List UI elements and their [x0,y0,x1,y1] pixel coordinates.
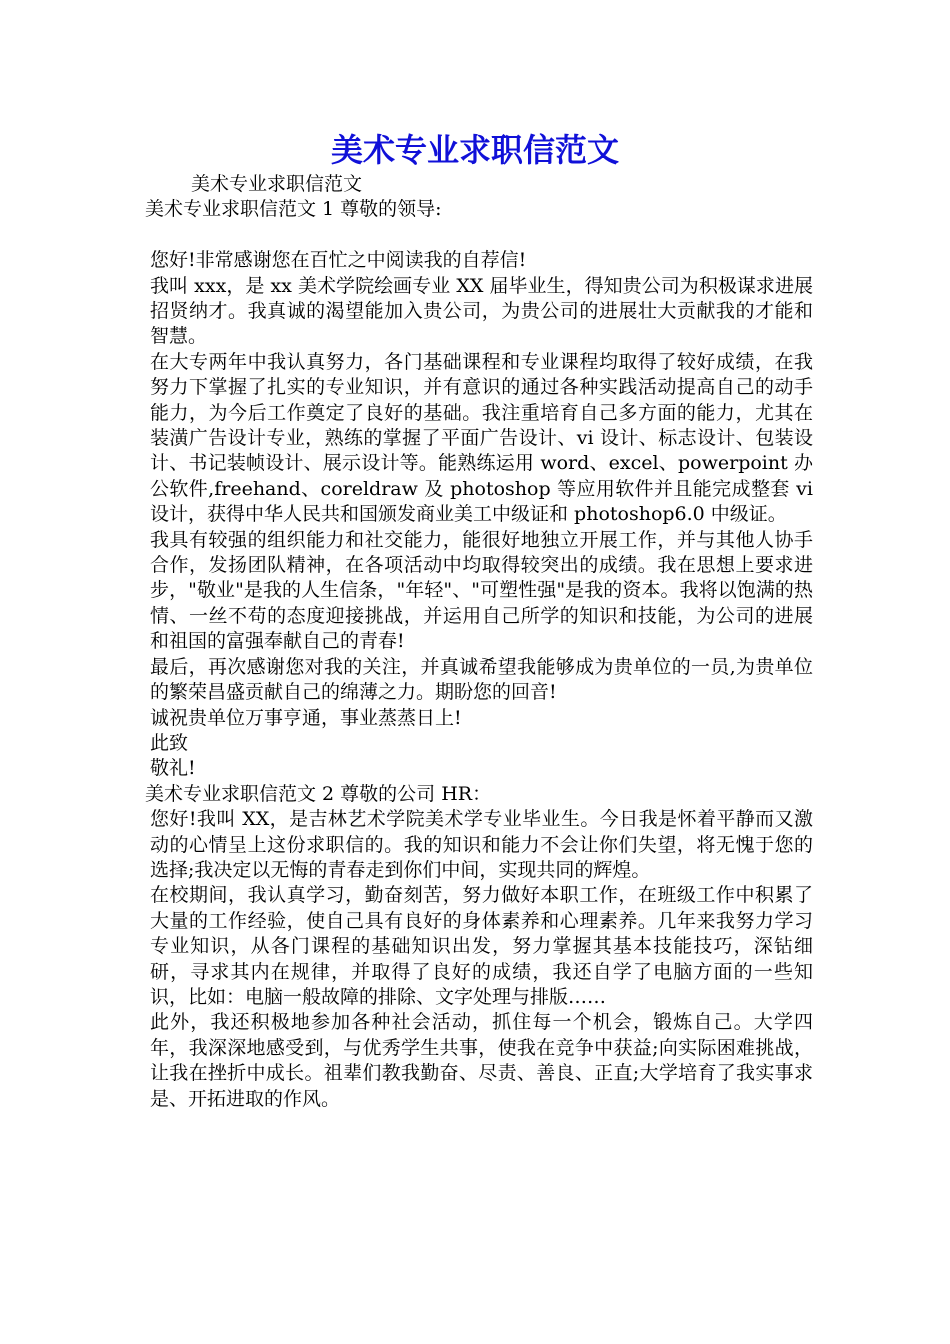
letter2-heading: 美术专业求职信范文 2 尊敬的公司 HR： [145,782,492,805]
letter1-wish: 诚祝贵单位万事亨通，事业蒸蒸日上! [150,706,462,729]
letter1-heading: 美术专业求职信范文 1 尊敬的领导: [145,198,442,221]
letter1-paragraph: 在大专两年中我认真努力，各门基础课程和专业课程均取得了较好成绩，在我努力下掌握了扎实的专业知识，并有意识的通过各种实践活动提高自己的动手能力，为今后工作奠定了良好的基础。我注重培育自己多方面的能力，尤其在装潢广告设计专业，熟练的掌握了平面广告设计、vi 设计、标志设计、包装设计、书记装帧设计、展示设计等。能熟练运用 word、excel、powerpoint 办公软件,freehand、coreldraw 及 photoshop 等应用软件并且能完成整套 vi 设计，获得中华人民共和国颁发商业美工中级证和 photoshop6.0 中级证。 [150,350,813,526]
blank-line [145,223,813,248]
letter1-paragraph: 我叫 xxx，是 xx 美术学院绘画专业 XX 届毕业生，得知贵公司为积极谋求进展招贤纳才。我真诚的渴望能加入贵公司，为贵公司的进展壮大贡献我的才能和智慧。 [150,274,813,348]
letter2-paragraph: 此外，我还积极地参加各种社会活动，抓住每一个机会，锻炼自己。大学四年，我深深地感受到，与优秀学生共事，使我在竞争中获益;向实际困难挑战，让我在挫折中成长。祖辈们教我勤奋、尽责、善良、正直;大学培育了我实事求是、开拓进取的作风。 [150,1011,813,1110]
subtitle-line: 美术专业求职信范文 [191,173,363,195]
letter1-paragraph: 最后，再次感谢您对我的关注，并真诚希望我能够成为贵单位的一员,为贵单位的繁荣昌盛贡献自己的绵薄之力。期盼您的回音! [150,655,813,704]
letter1-greeting: 您好!非常感谢您在百忙之中阅读我的自荐信! [150,249,527,272]
letter1-closing: 此致 [150,731,189,754]
letter2-paragraph: 您好!我叫 XX，是吉林艺术学院美术学专业毕业生。今日我是怀着平静而又激动的心情呈上这份求职信的。我的知识和能力不会让你们失望，将无愧于您的选择;我决定以无悔的青春走到你们中间，实现共同的辉煌。 [150,808,813,881]
letter1-paragraph: 我具有较强的组织能力和社交能力，能很好地独立开展工作，并与其他人协手合作，发扬团队精神，在各项活动中均取得较突出的成绩。我在思想上要求进步，"敬业"是我的人生信条，"年轻"、"可塑性强"是我的资本。我将以饱满的热情、一丝不苟的态度迎接挑战，并运用自己所学的知识和技能，为公司的进展和祖国的富强奉献自己的青春! [150,528,813,653]
letter1-salute: 敬礼! [150,757,196,780]
letter2-paragraph: 在校期间，我认真学习，勤奋刻苦，努力做好本职工作，在班级工作中积累了大量的工作经验，使自己具有良好的身体素养和心理素养。几年来我努力学习专业知识，从各门课程的基础知识出发，努力掌握其基本技能技巧，深钻细研，寻求其内在规律，并取得了良好的成绩，我还自学了电脑方面的一些知识，比如：电脑一般故障的排除、文字处理与排版…… [150,884,813,1008]
document-title: 美术专业求职信范文 [330,131,619,169]
document-body [145,172,813,1112]
